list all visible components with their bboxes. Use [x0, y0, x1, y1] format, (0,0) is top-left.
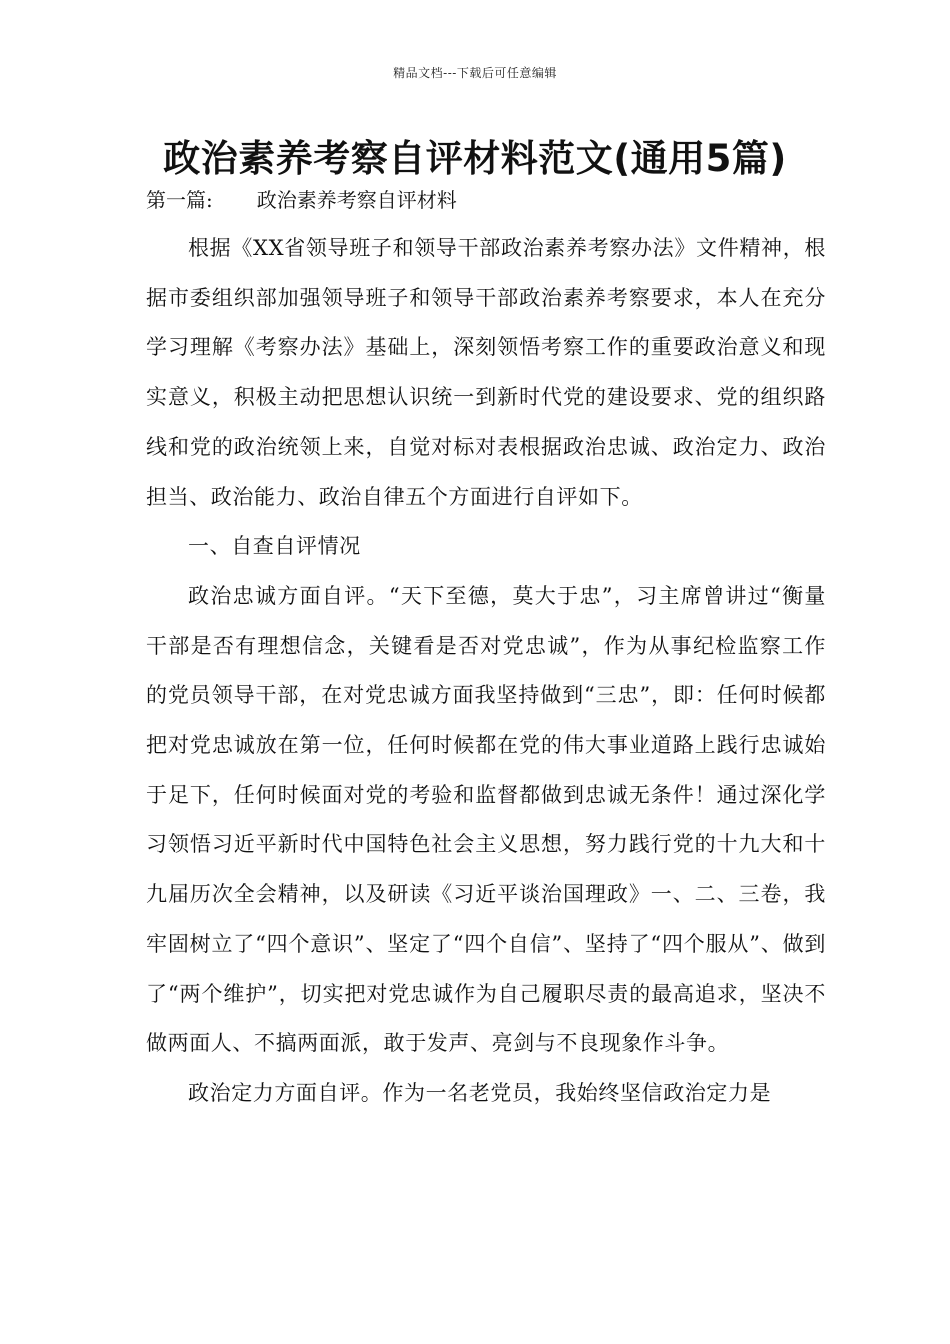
steadiness-paragraph: 政治定力方面自评。作为一名老党员，我始终坚信政治定力是 — [188, 1080, 772, 1105]
chapter-label: 第一篇: — [146, 188, 213, 212]
section-heading: 一、自查自评情况 — [188, 534, 361, 559]
chapter-name: 政治素养考察自评材料 — [256, 188, 457, 212]
chapter-heading — [146, 185, 826, 215]
document-title: 政治素养考察自评材料范文(通用5篇) — [163, 137, 787, 180]
intro-paragraph: 根据《XX省领导班子和领导干部政治素养考察办法》文件精神，根据市委组织部加强领导班子和领导干部政治素养考察要求，本人在充分学习理解《考察办法》基础上，深刻领悟考察工作的重要政治意义和现实意义，积极主动把思想认识统一到新时代党的建设要求、党的组织路线和党的政治统领上来，自觉对标对表根据政治忠诚、政治定力、政治担当、政治能力、政治自律五个方面进行自评如下。 — [146, 236, 826, 509]
loyalty-paragraph: 政治忠诚方面自评。“天下至德，莫大于忠”，习主席曾讲过“衡量干部是否有理想信念，关键看是否对党忠诚”，作为从事纪检监察工作的党员领导干部，在对党忠诚方面我坚持做到“三忠”，即：任何时候都把对党忠诚放在第一位，任何时候都在党的伟大事业道路上践行忠诚始于足下，任何时候面对党的考验和监督都做到忠诚无条件！通过深化学习领悟习近平新时代中国特色社会主义思想，努力践行党的十九大和十九届历次全会精神，以及研读《习近平谈治国理政》一、二、三卷，我牢固树立了“四个意识”、坚定了“四个自信”、坚持了“四个服从”、做到了“两个维护”，切实把对党忠诚作为自己履职尽责的最高追求，坚决不做两面人、不搞两面派，敢于发声、亮剑与不良现象作斗争。 — [146, 583, 826, 1056]
document-body — [146, 224, 826, 1119]
header-note: 精品文档---下载后可任意编辑 — [393, 66, 557, 80]
